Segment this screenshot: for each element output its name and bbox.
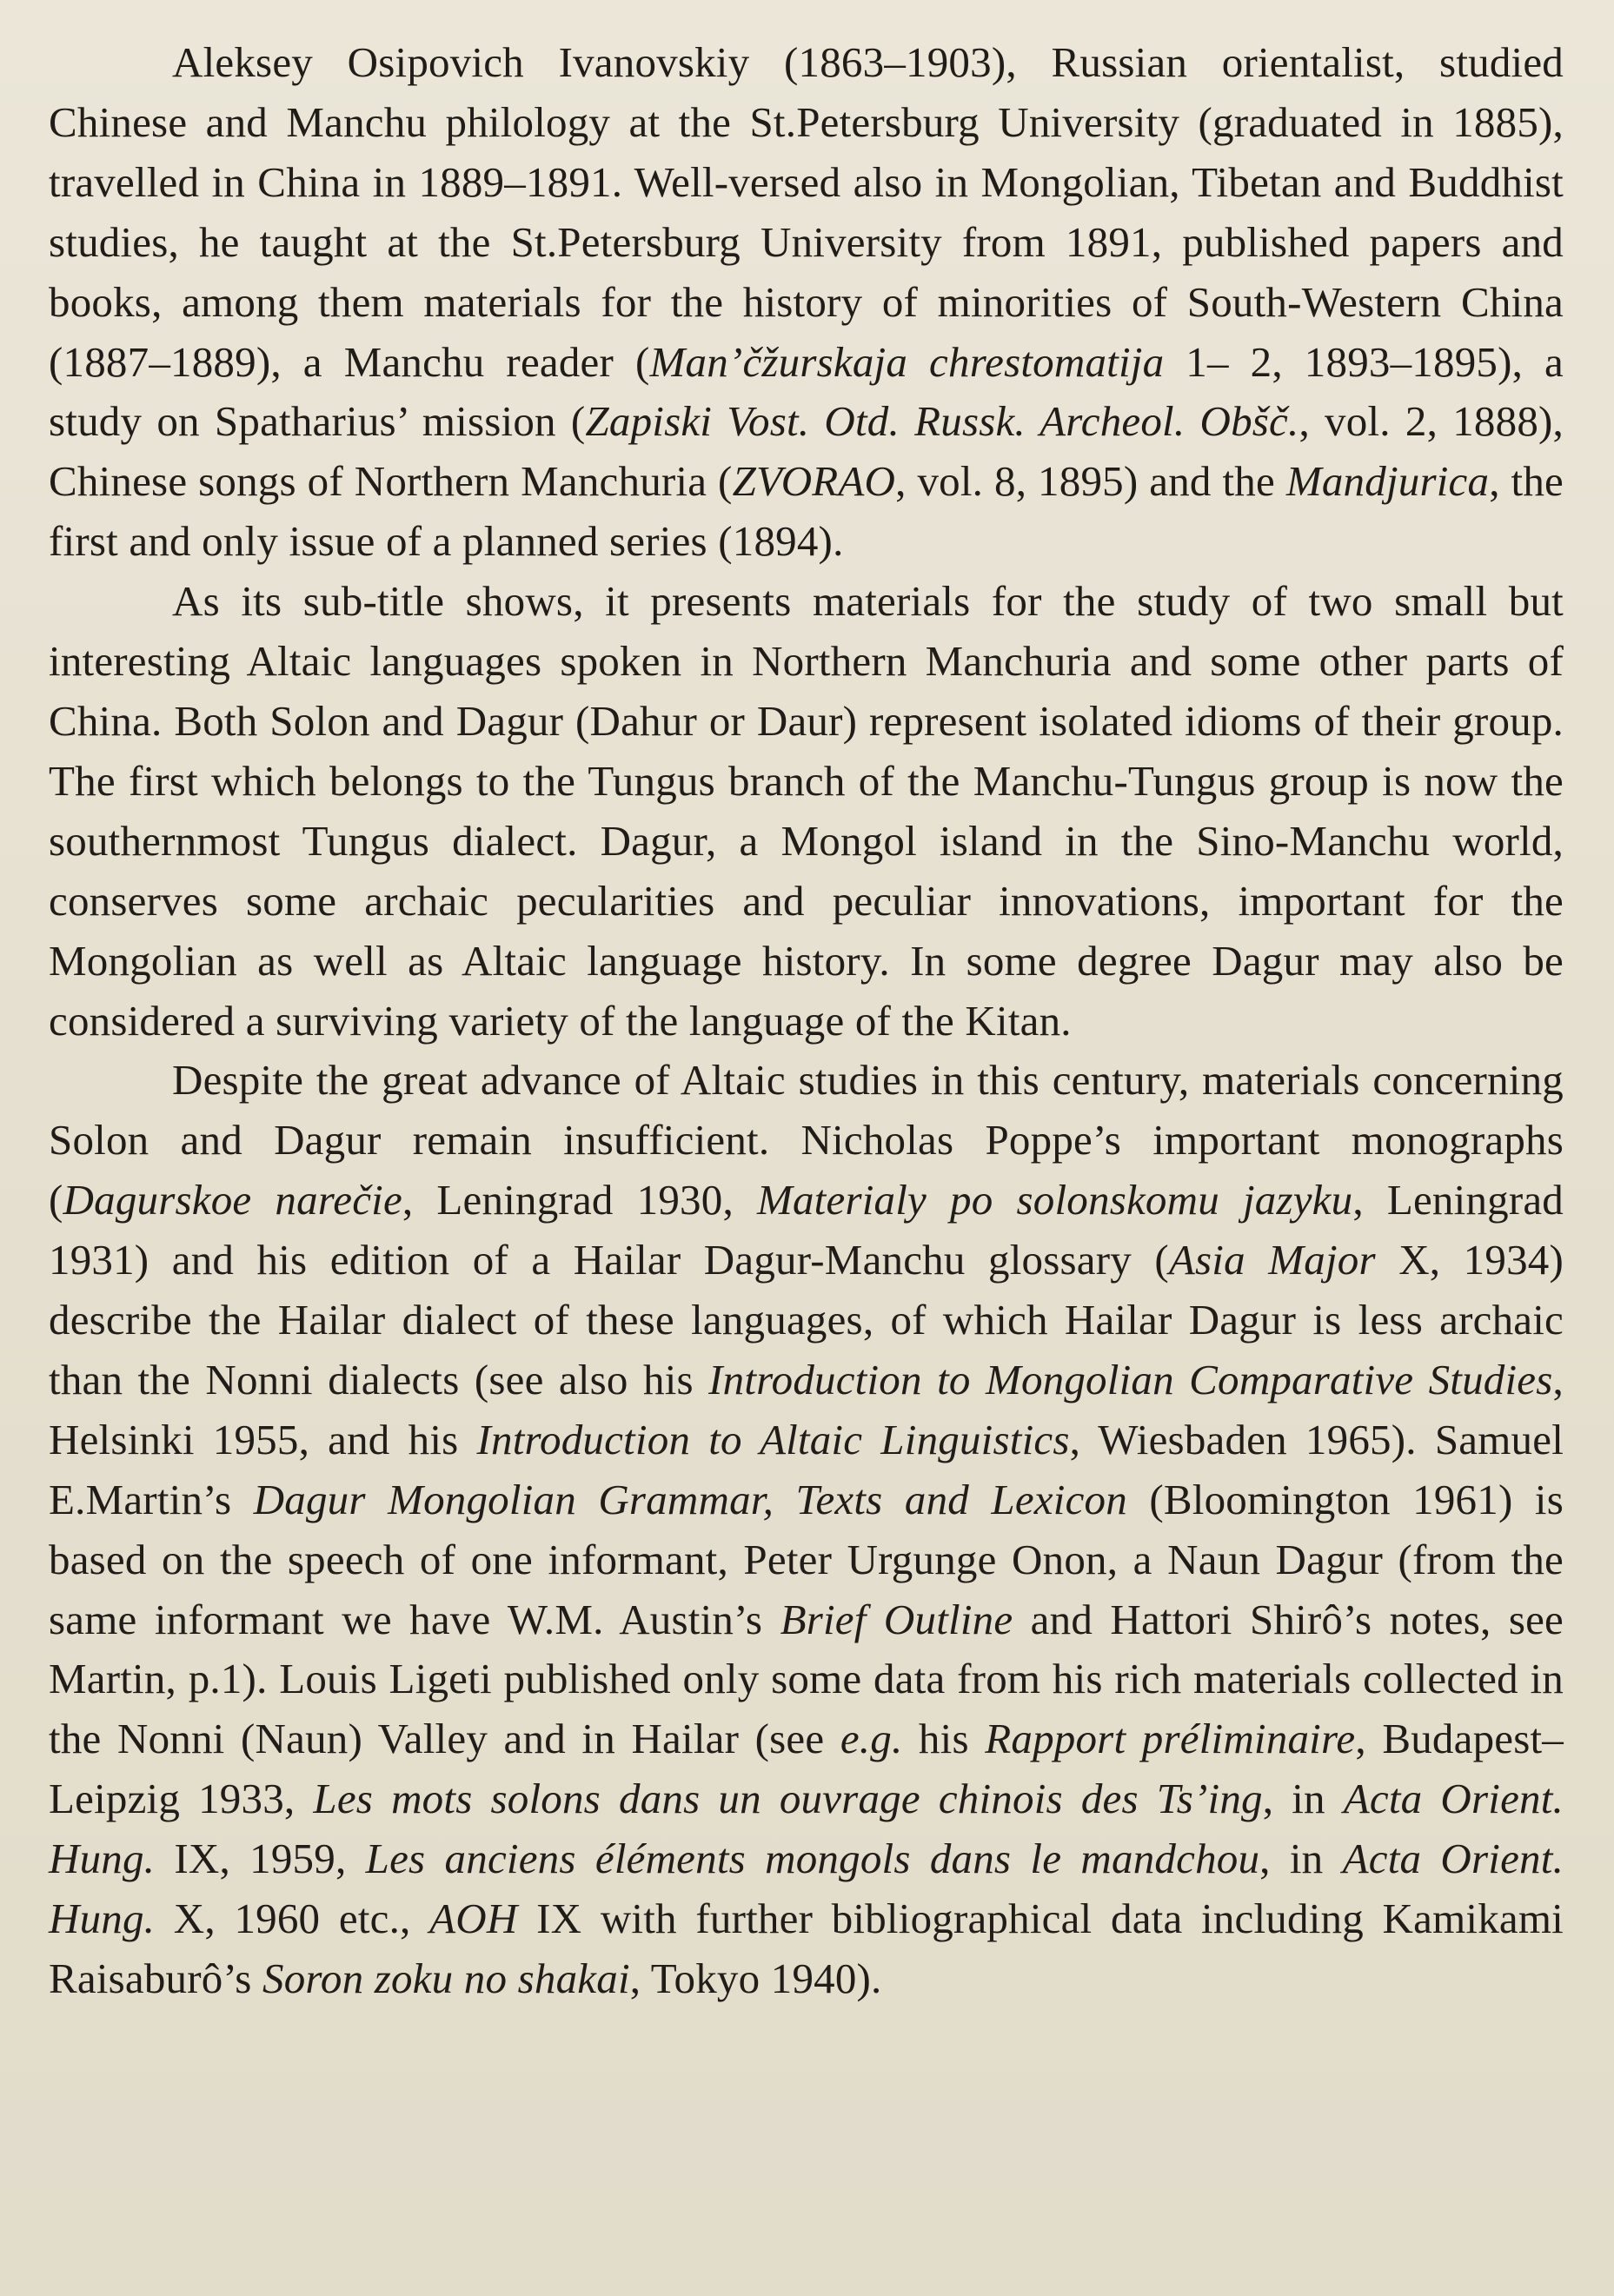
text-run: , Leningrad 1931) and his edition of a Hailar Dagur-Manchu glossary ( bbox=[49, 1176, 1564, 1284]
italic-title-text: Acta Orient. Hung. bbox=[49, 1775, 1564, 1883]
italic-title-text: Soron zoku no shakai bbox=[262, 1954, 630, 2002]
italic-title-text: Rapport préliminaire bbox=[985, 1715, 1356, 1763]
italic-title-text: Asia Major bbox=[1168, 1236, 1376, 1284]
italic-title-text: Materialy po solonskomu jazyku bbox=[756, 1176, 1353, 1224]
text-run: , Budapest–Leipzig 1933, bbox=[49, 1715, 1564, 1823]
text-run: and Hattori Shirô’s notes, see Martin, p.1). Louis Ligeti published only some data from his rich materials collected in the Nonni (Naun) Valley and in Hailar (see bbox=[49, 1595, 1564, 1763]
text-run: As its sub-title shows, it presents materials for the study of two small but interesting Altaic languages spoken in Northern Manchuria and some other parts of China. Both Solon and Dagur (Dahur or Daur) represent isolated idioms of their group. The first which belongs to the Tungus branch of the Manchu-Tungus group is now the southernmost Tungus dialect. Dagur, a Mongol island in the Sino-Manchu world, conserves some archaic pecularities and peculiar innovations, important for the Mongolian as well as Altaic language history. In some degree Dagur may also be considered a surviving variety of the language of the Kitan. bbox=[49, 577, 1564, 1045]
text-run: X, 1934) describe the Hailar dialect of these languages, of which Hailar Dagur is less archaic than the Nonni dialects (see also his bbox=[49, 1236, 1564, 1403]
italic-title-text: Mandjurica bbox=[1285, 457, 1490, 506]
text-run: 1– 2, 1893–1895), a study on Spatharius’ mission ( bbox=[49, 337, 1564, 446]
text-run: , vol. 2, 1888), Chinese songs of Northern Manchuria ( bbox=[49, 397, 1564, 506]
text-run: , Leningrad 1930, bbox=[402, 1176, 757, 1224]
text-run: , Wiesbaden 1965). Samuel E.Martin’s bbox=[49, 1415, 1564, 1523]
italic-title-text: Les anciens éléments mongols dans le mandchou bbox=[365, 1835, 1260, 1883]
italic-title-text: Dagurskoe narečie bbox=[63, 1176, 402, 1224]
italic-title-text: Dagur Mongolian Grammar, Texts and Lexicon bbox=[253, 1475, 1127, 1523]
italic-title-text: Man’čžurskaja chrestomatija bbox=[649, 337, 1165, 386]
text-run: IX, 1959, bbox=[155, 1835, 366, 1883]
italic-title-text: AOH bbox=[429, 1895, 518, 1943]
text-run: Aleksey Osipovich Ivanovskiy (1863–1903), Russian orientalist, studied Chinese and Manchu philology at the St.Petersburg University (graduated in 1885), travelled in China in 1889–1891. Well-versed also in Mongolian, Tibetan and Buddhist studies, he taught at the St.Petersburg University from 1891, published papers and books, among them materials for the history of minorities of South-Western China (1887–1889), a Manchu reader ( bbox=[49, 38, 1564, 386]
paragraph-3 bbox=[49, 1051, 1564, 2009]
paragraph-2 bbox=[49, 572, 1564, 1051]
text-run: his bbox=[902, 1715, 986, 1763]
italic-title-text: Brief Outline bbox=[780, 1595, 1013, 1643]
text-run: X, 1960 etc., bbox=[155, 1895, 430, 1943]
italic-title-text: Introduction to Altaic Linguistics bbox=[476, 1415, 1070, 1463]
italic-title-text: e.g. bbox=[840, 1715, 903, 1763]
italic-title-text: Zapiski Vost. Otd. Russk. Archeol. Obšč. bbox=[585, 397, 1299, 446]
italic-title-text: Les mots solons dans un ouvrage chinois des Ts’ing bbox=[313, 1775, 1263, 1823]
text-run: , the first and only issue of a planned series (1894). bbox=[49, 457, 1564, 566]
text-run: (Bloomington 1961) is based on the speech of one informant, Peter Urgunge Onon, a Naun Dagur (from the same informant we have W.M. Austin’s bbox=[49, 1475, 1564, 1643]
italic-title-text: ZVORAO bbox=[732, 457, 896, 506]
italic-title-text: Introduction to Mongolian Comparative Studies bbox=[708, 1355, 1553, 1403]
text-run: , in bbox=[1262, 1775, 1344, 1823]
text-run: , in bbox=[1259, 1835, 1343, 1883]
text-run: , vol. 8, 1895) and the bbox=[895, 457, 1286, 506]
text-run: IX with further bibliographical data including Kamikami Raisaburô’s bbox=[49, 1895, 1564, 2002]
paragraph-1 bbox=[49, 33, 1564, 572]
text-run: , Tokyo 1940). bbox=[629, 1954, 882, 2002]
text-run: , Helsinki 1955, and his bbox=[49, 1355, 1564, 1463]
italic-title-text: Acta Orient. Hung. bbox=[49, 1835, 1564, 1943]
text-run: Despite the great advance of Altaic studies in this century, materials concerning Solon and Dagur remain insufficient. Nicholas Poppe’s important monographs ( bbox=[49, 1056, 1564, 1224]
body-text bbox=[49, 33, 1564, 2009]
